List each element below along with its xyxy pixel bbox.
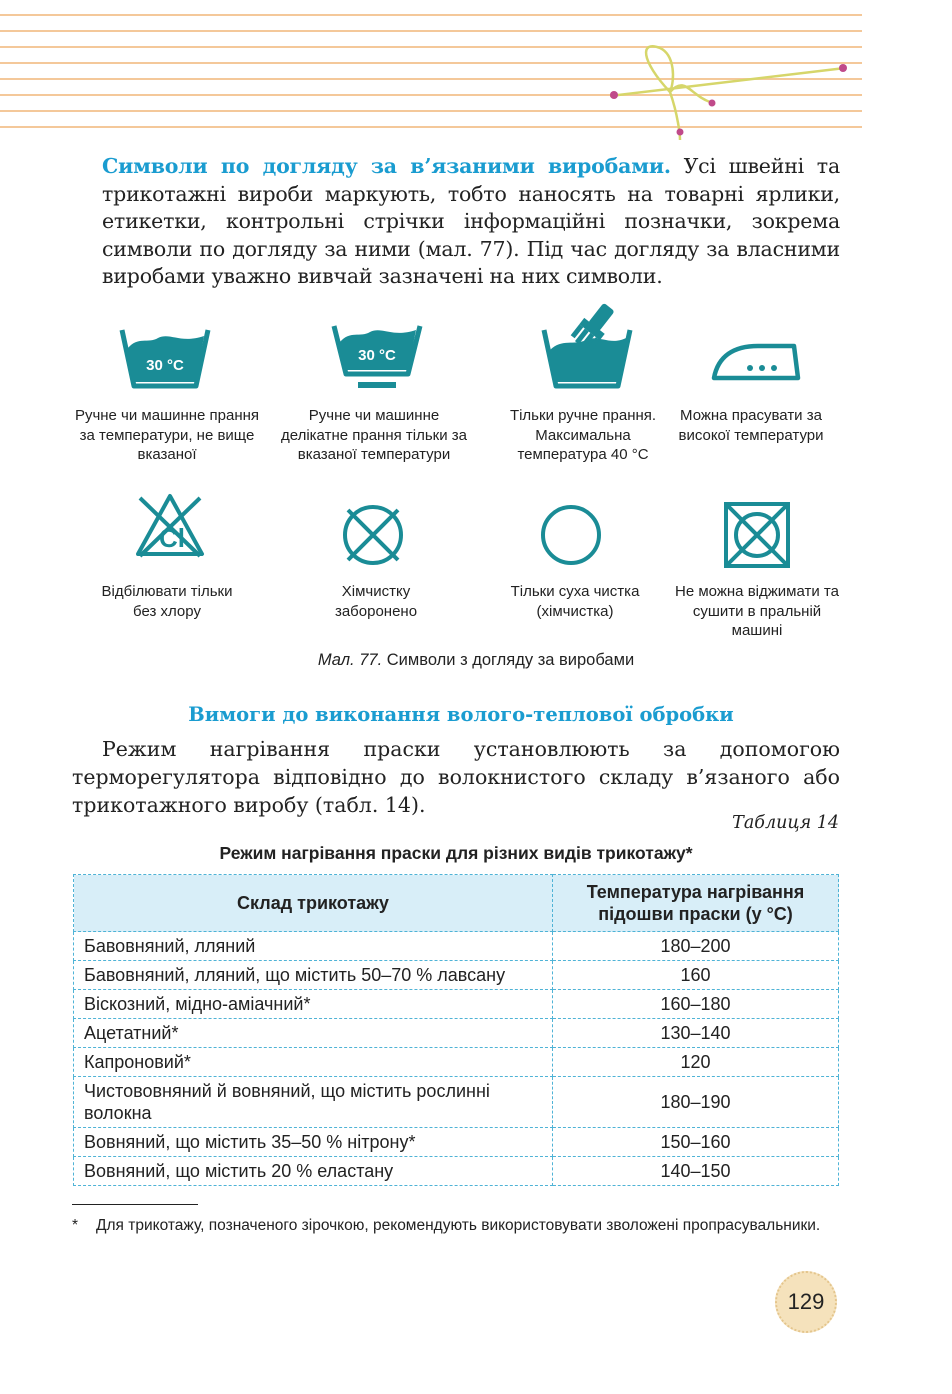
bleach-no-chlorine-icon [134,492,206,558]
table-cell-composition: Чистововняний й вовняний, що містить рослинні волокна [74,1077,553,1128]
ribbon-bow-icon [600,40,860,150]
figure-caption [0,651,952,670]
wash-temp-label-2: 30 °C [358,347,396,364]
chlorine-label: Cl [159,523,185,553]
hand-wash-only-icon [540,300,634,392]
table-label: Таблиця 14 [732,813,839,833]
intro-lead: Символи по догляду за в’язаними виробами. [102,154,671,178]
table-cell-temperature: 160 [553,961,839,990]
symbol-caption-6: Хімчистку заборонено [334,583,418,620]
table-cell-composition: Вовняний, що містить 35–50 % нітрону* [74,1128,553,1157]
symbol-caption-8: Не можна віджимати та сушити в пральній машині [675,583,839,639]
no-tumble-dry-icon [722,500,792,570]
iron-high-temp-icon [710,334,804,384]
symbol-caption-3: Тільки ручне прання. Максимальна температура 40 °C [509,407,657,463]
table-cell-composition: Капроновий* [74,1048,553,1077]
footnote-marker: * [72,1217,79,1234]
table-cell-temperature: 120 [553,1048,839,1077]
table-header-temperature: Температура нагрівання підошви праски (у °C) [553,875,839,932]
wash-temp-label-1: 30 °C [146,357,184,374]
page-number: 129 [775,1271,837,1333]
table-cell-composition: Бавовняний, лляний, що містить 50–70 % лавсану [74,961,553,990]
table-header-row [74,875,839,932]
symbol-caption-2: Ручне чи машинне делікатне прання тільки за вказаної температури [280,407,467,463]
table-cell-temperature: 150–160 [553,1128,839,1157]
table-cell-temperature: 180–190 [553,1077,839,1128]
footnote [72,1216,840,1236]
table-cell-composition: Віскозний, мідно-аміачний* [74,990,553,1019]
hand-machine-wash-30-icon [118,322,212,392]
section-heading: Вимоги до виконання волого-теплової обробки [188,703,734,726]
delicate-wash-30-icon [330,318,424,394]
symbol-caption-4: Можна прасувати за високої температури [678,407,824,444]
heating-table [73,874,839,1186]
section-paragraph: Режим нагрівання праски установлюють за допомогою терморегулятора відповідно до волокнистого складу в’язаного або трикотажного виробу (табл. 14). [72,737,840,817]
table-cell-temperature: 130–140 [553,1019,839,1048]
table-row [74,961,839,990]
table-cell-temperature: 160–180 [553,990,839,1019]
symbol-caption-7: Тільки суха чистка (хімчистка) [510,583,640,620]
figure-caption-text: Символи з догляду за виробами [386,651,635,669]
table-row [74,1157,839,1186]
table-row [74,1048,839,1077]
table-cell-temperature: 140–150 [553,1157,839,1186]
table-cell-composition: Ацетатний* [74,1019,553,1048]
table-title: Режим нагрівання праски для різних видів трикотажу* [219,843,693,863]
table-row [74,990,839,1019]
symbol-caption-5: Відбілювати тільки без хлору [101,583,233,620]
footnote-divider [72,1204,198,1205]
table-header-composition: Склад трикотажу [74,875,553,932]
table-cell-composition: Бавовняний, лляний [74,932,553,961]
no-dry-clean-icon [340,502,406,568]
intro-text: Усі швейні та трикотажні вироби маркують, тобто наносять на товарні ярлики, етикетки, контрольні стрічки інформаційні позначки, зокрема символи по догляду за ними (мал. 77). Під час догляду за власними виробами уважно вивчай зазначені на них символи. [102,154,840,288]
table-cell-composition: Вовняний, що містить 20 % еластану [74,1157,553,1186]
symbol-caption-1: Ручне чи машинне прання за температури, не вище вказаної [74,407,260,463]
table-row [74,1019,839,1048]
table-cell-temperature: 180–200 [553,932,839,961]
table-row [74,932,839,961]
table-row [74,1128,839,1157]
dry-clean-only-icon [538,502,604,568]
figure-ref: Мал. 77. [317,651,383,669]
intro-paragraph [102,153,840,291]
table-row [74,1077,839,1128]
footnote-text: Для трикотажу, позначеного зірочкою, рекомендують використовувати зволожені пропрасувальники. [96,1217,821,1234]
